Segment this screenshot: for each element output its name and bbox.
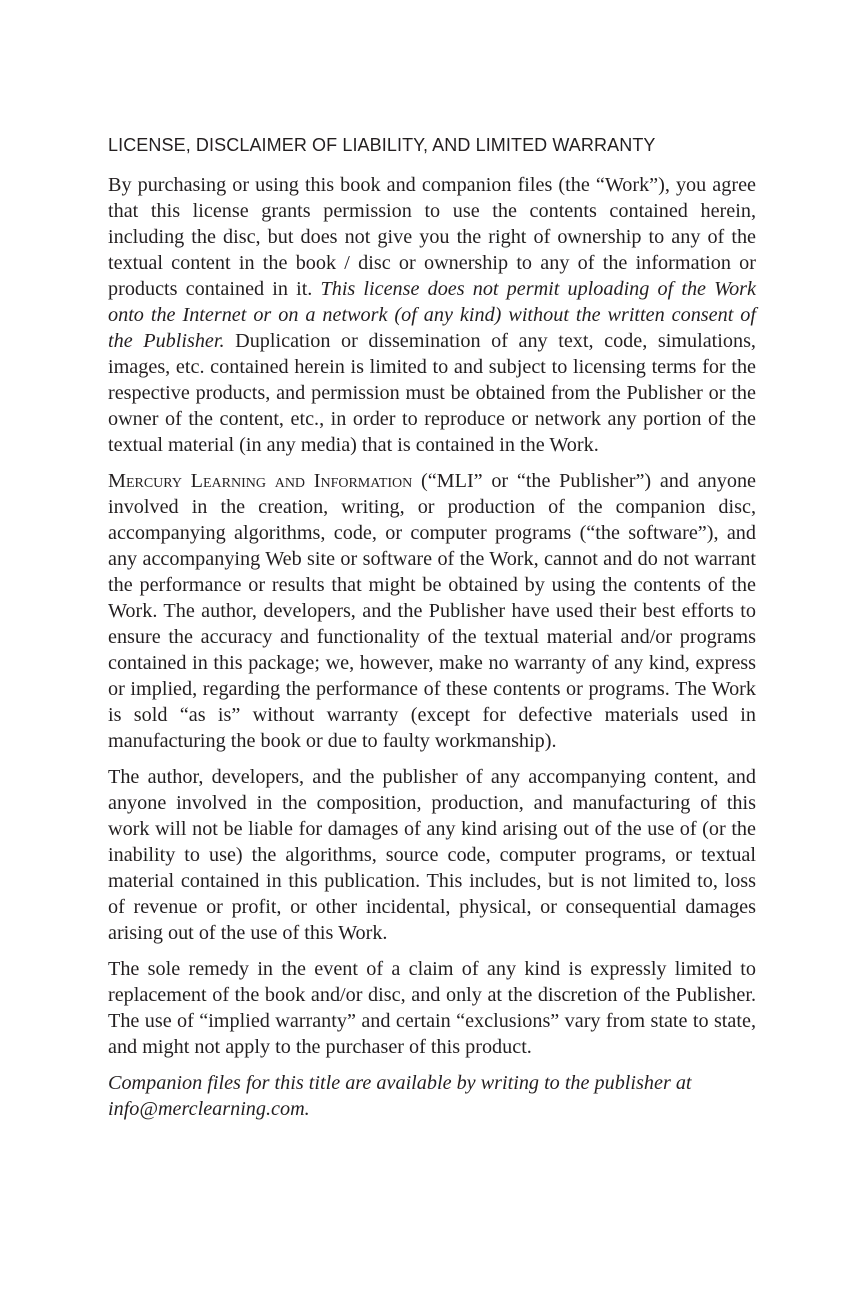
paragraph-purchase-terms (108, 172, 756, 458)
paragraph-purchase-terms-italic: This license does not permit uploading of the Work onto the Internet or on a network (of any kind) without the written consent of the Publisher. (108, 278, 757, 352)
paragraph-purchase-terms-text-a: By purchasing or using this book and companion files (the “Work”), you agree that this license grants permission to use the contents contained herein, including the disc, but does not give you the right of ownership to any of the textual content in the book / disc or ownership to any of the information or products contained in it. (108, 174, 756, 300)
paragraph-publisher-warranty-text: (“MLI” or “the Publisher”) and anyone involved in the creation, writing, or production of the companion disc, accompanying algorithms, code, or computer programs (“the software”), and any accompanying Web site or software of the Work, cannot and do not warrant the performance or results that might be obtained by using the contents of the Work. The author, developers, and the Publisher have used their best efforts to ensure the accuracy and functionality of the textual material and/or programs contained in this package; we, however, make no warranty of any kind, express or implied, regarding the performance of these contents or programs. The Work is sold “as is” without warranty (except for defective materials used in manufacturing the book or due to faulty workmanship). (108, 470, 756, 752)
paragraph-publisher-warranty (108, 468, 756, 754)
license-heading: LICENSE, DISCLAIMER OF LIABILITY, AND LIMITED WARRANTY (108, 135, 656, 155)
paragraph-purchase-terms-text-b: Duplication or dissemination of any text, code, simulations, images, etc. contained herein is limited to and subject to licensing terms for the respective products, and permission must be obtained from the Publisher or the owner of the content, etc., in order to reproduce or network any portion of the textual material (in any media) that is contained in the Work. (108, 330, 756, 456)
paragraph-remedy: The sole remedy in the event of a claim of any kind is expressly limited to replacement of the book and/or disc, and only at the discretion of the Publisher. The use of “implied warranty” and certain “exclusions” vary from state to state, and might not apply to the purchaser of this product. (108, 958, 756, 1058)
paragraph-liability: The author, developers, and the publisher of any accompanying content, and anyone involved in the composition, production, and manufacturing of this work will not be liable for damages of any kind arising out of the use of (or the inability to use) the algorithms, source code, computer programs, or textual material contained in this publication. This includes, but is not limited to, loss of revenue or profit, or other incidental, physical, or consequential damages arising out of the use of this Work. (108, 766, 756, 944)
paragraph-companion-files: Companion files for this title are available by writing to the publisher at info@merclearning.com. (108, 1072, 692, 1120)
publisher-name: Mercury Learning and Information (108, 470, 413, 492)
license-page (108, 132, 756, 1122)
